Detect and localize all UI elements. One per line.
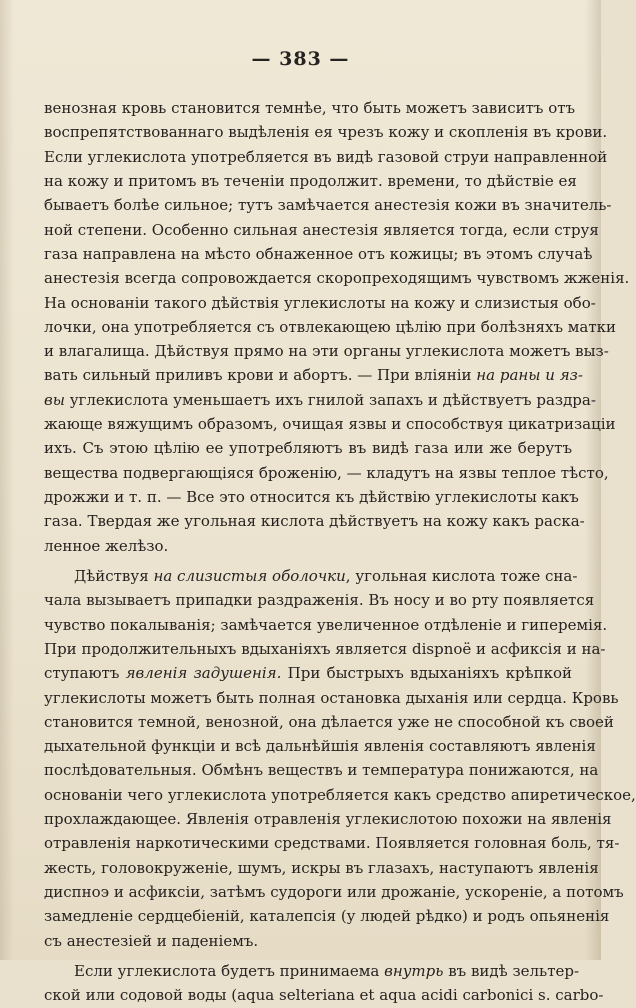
text-segment: При продолжительныхъ вдыханіяхъ является dispnoё и асфиксія и на- (44, 639, 606, 658)
text-segment: становится темной, венозной, она дѣлается уже не способной къ своей (44, 712, 614, 731)
text-line (44, 339, 609, 363)
text-segment: При быстрыхъ вдыханіяхъ крѣпкой (281, 664, 572, 683)
text-line (44, 218, 599, 242)
text-segment: чувство покалыванія; замѣчается увеличенное отдѣленіе и гиперемія. (44, 615, 608, 634)
text-line (44, 485, 579, 509)
text-segment: углекислоты можетъ быть полная остановка дыханія или сердца. Кровь (44, 688, 619, 707)
text-line (44, 734, 596, 758)
text-line (44, 388, 596, 412)
text-segment: углекислота уменьшаетъ ихъ гнилой запахъ и дѣйствуетъ раздра- (64, 390, 596, 409)
text-segment: дыхательной функціи и всѣ дальнѣйшія явленія составляютъ явленія (44, 737, 596, 756)
text-line (44, 145, 608, 169)
text-segment: лочки, она употребляется съ отвлекающею цѣлію при болѣзняхъ матки (44, 317, 617, 336)
text-line (44, 120, 608, 144)
text-segment: Если углекислота употребляется въ видѣ газовой струи направленной (44, 147, 608, 166)
text-line (44, 534, 572, 558)
text-segment: анестезія всегда сопровождается скоропреходящимъ чувствомъ жженія. (44, 269, 630, 288)
text-line (44, 242, 593, 266)
text-segment: Если углекислота будетъ принимаема (74, 961, 385, 980)
text-line (44, 363, 583, 387)
text-segment: ной степени. Особенно сильная анестезія является тогда, если струя (44, 220, 599, 239)
text-segment: ступаютъ (44, 664, 126, 683)
text-segment: На основаніи такого дѣйствія углекислоты на кожу и слизистыя обо- (44, 293, 596, 312)
text-line (44, 959, 580, 983)
paragraph (44, 96, 630, 558)
text-line (44, 588, 595, 612)
text-line (44, 613, 608, 637)
text-line (44, 461, 609, 485)
text-line (44, 564, 578, 588)
text-line (44, 509, 585, 533)
text-segment: прохлаждающее. Явленія отравленія углекислотою похожи на явленія (44, 810, 612, 829)
text-line (44, 856, 599, 880)
text-segment: ленное желѣзо. (44, 536, 169, 555)
text-segment: чала вызываетъ припадки раздраженія. Въ носу и во рту появляется (44, 591, 595, 610)
text-line (44, 807, 612, 831)
text-segment: дрожжи и т. п. — Все это относится къ дѣйствію углекислоты какъ (44, 488, 579, 506)
text-segment: вещества подвергающіяся броженію, — кладутъ на язвы теплое тѣсто, (44, 463, 609, 482)
text-line (44, 266, 630, 290)
text-segment: Дѣйствуя (74, 566, 154, 585)
text-segment: основаніи чего углекислота употребляется какъ средство апиретическое, (44, 785, 636, 804)
text-line (44, 929, 572, 953)
text-segment: газа. Твердая же угольная кислота дѣйствуетъ на кожу какъ раска- (44, 512, 585, 531)
text-segment: , угольная кислота тоже сна- (345, 566, 578, 585)
paragraph (44, 564, 636, 953)
text-line (44, 783, 636, 807)
text-line (44, 880, 624, 904)
text-segment: бываетъ болѣе сильное; тутъ замѣчается анестезія кожи въ значитель- (44, 196, 612, 215)
text-line (44, 661, 572, 685)
text-line (44, 637, 606, 661)
text-line (44, 904, 610, 928)
text-line (44, 710, 614, 734)
text-segment: на кожу и притомъ въ теченіи продолжит. времени, то дѣйствіе ея (44, 171, 577, 190)
text-segment: замедленіе сердцебіеній, каталепсія (у людей рѣдко) и родъ опьяненія (44, 907, 610, 926)
text-segment: отравленія наркотическими средствами. Появляется головная боль, тя- (44, 834, 620, 853)
text-segment: послѣдовательныя. Обмѣнъ веществъ и температура понижаются, на (44, 761, 599, 780)
text-segment: ихъ. Съ этою цѣлію ее употребляютъ въ видѣ газа или же берутъ (44, 439, 572, 458)
text-segment: жающе вяжущимъ образомъ, очищая язвы и способствуя цикатризаціи (44, 415, 616, 434)
text-segment: съ анестезіей и паденіемъ. (44, 931, 259, 950)
italic-text-segment: на раны и яз- (476, 366, 583, 385)
italic-text-segment: на слизистыя оболочки (153, 566, 346, 585)
text-segment: венозная кровь становится темнѣе, что быть можетъ зависитъ отъ (44, 99, 576, 117)
text-line (44, 758, 599, 782)
text-segment: воспрепятствованнаго выдѣленія ея чрезъ кожу и скопленія въ крови. (44, 123, 608, 142)
text-segment: жесть, головокруженіе, шумъ, искры въ глазахъ, наступаютъ явленія (44, 858, 599, 877)
text-line (44, 169, 577, 193)
paragraph (44, 959, 604, 1008)
page-number: — 383 — (251, 48, 350, 70)
text-line (44, 96, 576, 120)
text-segment: газа направлена на мѣсто обнаженное отъ кожицы; въ этомъ случаѣ (44, 244, 593, 263)
text-segment: и влагалища. Дѣйствуя прямо на эти органы углекислота можетъ выз- (44, 342, 609, 361)
text-line (44, 315, 617, 339)
text-line (44, 193, 612, 217)
text-line (44, 686, 619, 710)
text-line (44, 983, 604, 1007)
italic-text-segment: явленія задушенія. (125, 664, 282, 683)
italic-text-segment: внутрь (384, 961, 444, 980)
text-segment: диспноэ и асфиксіи, затѣмъ судороги или дрожаніе, ускореніе, а потомъ (44, 883, 624, 901)
text-line (44, 436, 572, 460)
italic-text-segment: вы (44, 390, 65, 409)
text-line (44, 412, 616, 436)
page-body-text (44, 96, 636, 1008)
text-segment: ской или содовой воды (aqua selteriana et aqua acidi carbonici s. carbo- (44, 986, 604, 1005)
text-segment: вать сильный приливъ крови и абортъ. — При вліяніи (44, 366, 477, 385)
text-line (44, 831, 620, 855)
text-line (44, 291, 596, 315)
text-segment: въ видѣ зельтер- (443, 961, 580, 980)
